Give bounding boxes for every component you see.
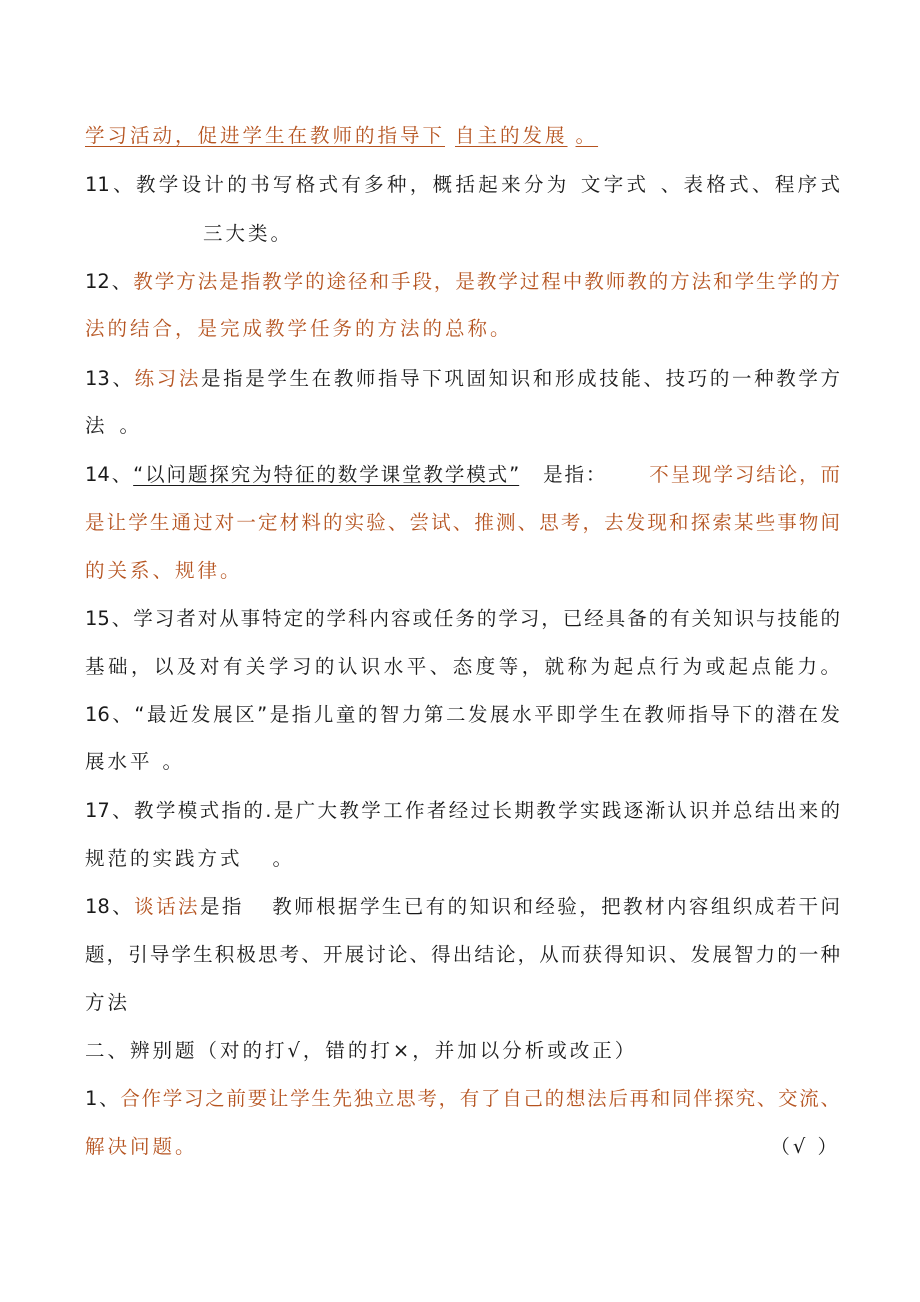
item-12-line-2: 法的结合，是完成教学任务的方法的总称。: [85, 317, 513, 340]
item-16-line-2: 展水平 。: [85, 750, 186, 773]
true-mark: （√ ）: [770, 1135, 840, 1158]
section-heading: 二、辨别题（对的打√，错的打×，并加以分析或改正）: [85, 1039, 638, 1062]
answer-text: 不呈现学习结论，而: [647, 463, 840, 486]
underlined-term: “以问题探究为特征的数学课堂教学模式”: [133, 463, 520, 486]
item-17-line-2: 规范的实践方式 。: [85, 847, 296, 870]
answer-text: 学习活动，促进学生在教师的指导下 自主的发展 。: [85, 124, 599, 147]
item-15-line-2: 基础，以及对有关学习的认识水平、态度等，就称为起点行为或起点能力。: [85, 655, 840, 678]
item-18-line-2: 题，引导学生积极思考、开展讨论、得出结论，从而获得知识、发展智力的一种: [85, 943, 840, 966]
answer-text: 教学方法是指教学的途径和手段，是教学过程中教师教的方法和学生学的方: [133, 270, 840, 293]
judgment-1-line-1: 1、合作学习之前要让学生先独立思考，有了自己的想法后再和同伴探究、交流、: [85, 1087, 840, 1110]
blank-answer: 文字式: [577, 173, 650, 196]
term-answer: 练习法: [134, 367, 201, 390]
item-14-line-2: 是让学生通过对一定材料的实验、尝试、推测、思考，去发现和探索某些事物间: [85, 511, 840, 534]
answer-text: 解决问题。: [85, 1135, 198, 1158]
item-18-line-1: 18、谈话法是指 教师根据学生已有的知识和经验，把教材内容组织成若干问: [85, 895, 840, 918]
answer-text: 合作学习之前要让学生先独立思考，有了自己的想法后再和同伴探究、交流、: [120, 1087, 840, 1110]
item-17-line-1: 17、教学模式指的.是广大教学工作者经过长期教学实践逐渐认识并总结出来的: [85, 799, 840, 822]
item-15-line-1: 15、学习者对从事特定的学科内容或任务的学习，已经具备的有关知识与技能的: [85, 607, 840, 630]
item-12-line-1: 12、教学方法是指教学的途径和手段，是教学过程中教师教的方法和学生学的方: [85, 270, 840, 293]
term-answer: 谈话法: [134, 895, 200, 918]
item-18-line-3: 方法: [85, 991, 131, 1014]
continuation-line: [85, 124, 840, 148]
item-14-line-3: 的关系、规律。: [85, 559, 243, 582]
item-14-line-1: 14、“以问题探究为特征的数学课堂教学模式” 是指： 不呈现学习结论，而: [85, 463, 840, 486]
item-16-line-1: 16、“最近发展区”是指儿童的智力第二发展水平即学生在教师指导下的潜在发: [85, 703, 840, 726]
item-11-line-1: 11、教学设计的书写格式有多种，概括起来分为 文字式 、表格式、程序式: [85, 173, 840, 196]
item-13-line-2: 法 。: [85, 414, 143, 437]
judgment-1-line-2: [85, 1135, 840, 1159]
item-13-line-1: 13、练习法是指是学生在教师指导下巩固知识和形成技能、技巧的一种教学方: [85, 367, 840, 390]
item-11-line-2: 三大类。: [203, 222, 294, 245]
